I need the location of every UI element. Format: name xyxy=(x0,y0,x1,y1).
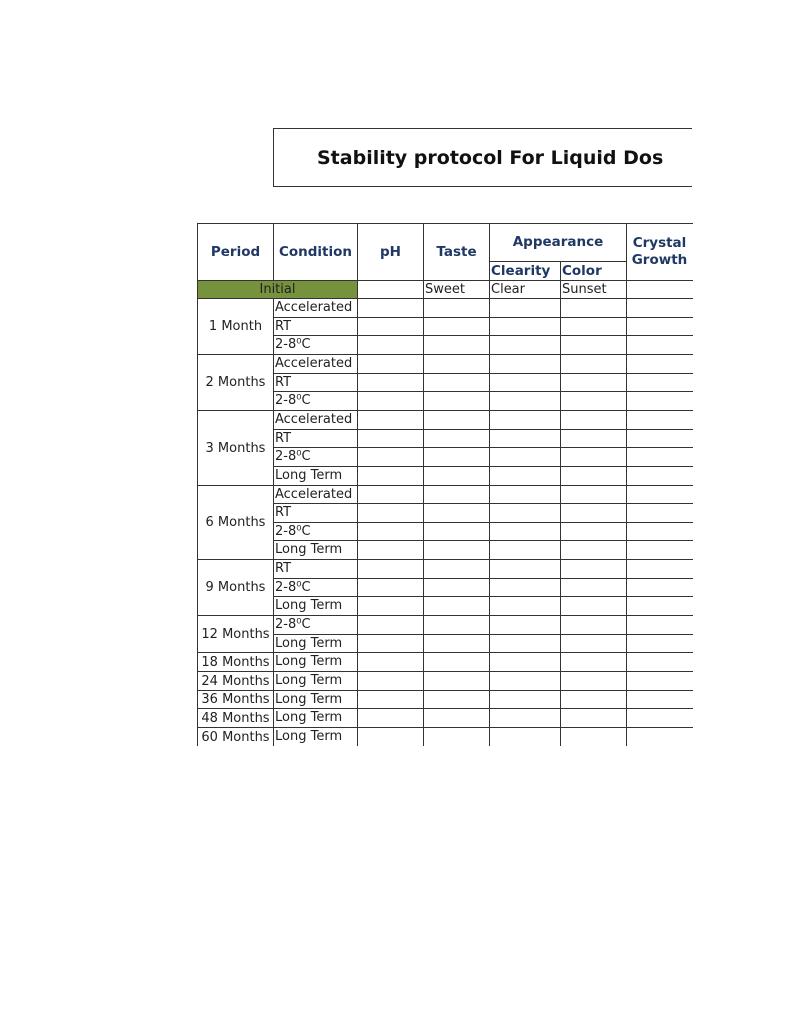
crystal-growth-cell xyxy=(627,672,693,691)
clarity-cell xyxy=(490,486,561,504)
ph-cell xyxy=(358,299,424,318)
clarity-cell xyxy=(490,709,561,728)
clarity-cell xyxy=(490,728,561,746)
initial-color: Sunset xyxy=(561,281,627,299)
condition-cell: 2-8⁰C xyxy=(274,392,358,411)
ph-cell xyxy=(358,411,424,430)
condition-cell: 2-8⁰C xyxy=(274,523,358,541)
color-cell xyxy=(561,579,627,597)
ph-cell xyxy=(358,728,424,746)
clarity-cell xyxy=(490,318,561,336)
crystal-growth-cell xyxy=(627,374,693,392)
taste-cell xyxy=(424,672,490,691)
period-cell: 9 Months xyxy=(198,560,274,616)
color-cell xyxy=(561,504,627,523)
clarity-cell xyxy=(490,448,561,467)
condition-cell: 2-8⁰C xyxy=(274,579,358,597)
taste-cell xyxy=(424,374,490,392)
taste-cell xyxy=(424,318,490,336)
crystal-growth-cell xyxy=(627,709,693,728)
taste-cell xyxy=(424,467,490,486)
color-cell xyxy=(561,411,627,430)
crystal-growth-cell xyxy=(627,486,693,504)
ph-cell xyxy=(358,560,424,579)
ph-cell xyxy=(358,336,424,355)
clarity-cell xyxy=(490,523,561,541)
taste-cell xyxy=(424,448,490,467)
ph-cell xyxy=(358,355,424,374)
color-cell xyxy=(561,318,627,336)
period-cell: 24 Months xyxy=(198,672,274,691)
crystal-growth-cell xyxy=(627,691,693,709)
header-clarity: Clearity xyxy=(490,262,561,281)
crystal-growth-cell xyxy=(627,430,693,448)
condition-cell: Long Term xyxy=(274,672,358,691)
crystal-growth-cell xyxy=(627,392,693,411)
color-cell xyxy=(561,467,627,486)
period-cell: 12 Months xyxy=(198,616,274,653)
condition-cell: Accelerated xyxy=(274,355,358,374)
color-cell xyxy=(561,653,627,672)
period-cell: 60 Months xyxy=(198,728,274,746)
clarity-cell xyxy=(490,653,561,672)
color-cell xyxy=(561,709,627,728)
crystal-growth-cell xyxy=(627,523,693,541)
header-condition: Condition xyxy=(274,224,358,281)
condition-cell: RT xyxy=(274,560,358,579)
period-cell: 48 Months xyxy=(198,709,274,728)
condition-cell: 2-8⁰C xyxy=(274,336,358,355)
color-cell xyxy=(561,672,627,691)
color-cell xyxy=(561,486,627,504)
clarity-cell xyxy=(490,691,561,709)
crystal-growth-cell xyxy=(627,541,693,560)
condition-cell: 2-8⁰C xyxy=(274,448,358,467)
ph-cell xyxy=(358,467,424,486)
taste-cell xyxy=(424,411,490,430)
clarity-cell xyxy=(490,299,561,318)
period-cell: 1 Month xyxy=(198,299,274,355)
taste-cell xyxy=(424,336,490,355)
taste-cell xyxy=(424,299,490,318)
header-taste: Taste xyxy=(424,224,490,281)
ph-cell xyxy=(358,672,424,691)
condition-cell: Long Term xyxy=(274,691,358,709)
clarity-cell xyxy=(490,374,561,392)
condition-cell: Long Term xyxy=(274,653,358,672)
taste-cell xyxy=(424,523,490,541)
clarity-cell xyxy=(490,411,561,430)
crystal-growth-cell xyxy=(627,299,693,318)
taste-cell xyxy=(424,392,490,411)
header-crystal-growth: Crystal Growth xyxy=(627,224,693,281)
color-cell xyxy=(561,597,627,616)
period-cell: 36 Months xyxy=(198,691,274,709)
taste-cell xyxy=(424,691,490,709)
condition-cell: Long Term xyxy=(274,635,358,653)
crystal-growth-cell xyxy=(627,560,693,579)
clarity-cell xyxy=(490,579,561,597)
ph-cell xyxy=(358,504,424,523)
clarity-cell xyxy=(490,560,561,579)
period-cell: 18 Months xyxy=(198,653,274,672)
clarity-cell xyxy=(490,336,561,355)
condition-cell: Accelerated xyxy=(274,299,358,318)
crystal-growth-cell xyxy=(627,616,693,635)
clarity-cell xyxy=(490,597,561,616)
condition-cell: RT xyxy=(274,504,358,523)
color-cell xyxy=(561,616,627,635)
clarity-cell xyxy=(490,635,561,653)
ph-cell xyxy=(358,616,424,635)
color-cell xyxy=(561,635,627,653)
color-cell xyxy=(561,560,627,579)
color-cell xyxy=(561,374,627,392)
color-cell xyxy=(561,523,627,541)
condition-cell: RT xyxy=(274,318,358,336)
condition-cell: Long Term xyxy=(274,597,358,616)
ph-cell xyxy=(358,392,424,411)
header-period: Period xyxy=(198,224,274,281)
clarity-cell xyxy=(490,616,561,635)
crystal-growth-cell xyxy=(627,635,693,653)
header-ph: pH xyxy=(358,224,424,281)
taste-cell xyxy=(424,430,490,448)
clarity-cell xyxy=(490,672,561,691)
initial-crystal-growth xyxy=(627,281,693,299)
ph-cell xyxy=(358,318,424,336)
taste-cell xyxy=(424,560,490,579)
clarity-cell xyxy=(490,504,561,523)
crystal-growth-cell xyxy=(627,318,693,336)
color-cell xyxy=(561,691,627,709)
ph-cell xyxy=(358,579,424,597)
taste-cell xyxy=(424,616,490,635)
period-cell: 6 Months xyxy=(198,486,274,560)
taste-cell xyxy=(424,579,490,597)
taste-cell xyxy=(424,355,490,374)
condition-cell: Long Term xyxy=(274,728,358,746)
crystal-growth-cell xyxy=(627,411,693,430)
ph-cell xyxy=(358,635,424,653)
condition-cell: Accelerated xyxy=(274,486,358,504)
clarity-cell xyxy=(490,541,561,560)
crystal-growth-cell xyxy=(627,467,693,486)
ph-cell xyxy=(358,597,424,616)
initial-clarity: Clear xyxy=(490,281,561,299)
condition-cell: RT xyxy=(274,430,358,448)
taste-cell xyxy=(424,635,490,653)
crystal-growth-cell xyxy=(627,504,693,523)
taste-cell xyxy=(424,541,490,560)
crystal-growth-cell xyxy=(627,448,693,467)
clarity-cell xyxy=(490,430,561,448)
color-cell xyxy=(561,299,627,318)
clarity-cell xyxy=(490,467,561,486)
ph-cell xyxy=(358,653,424,672)
initial-ph xyxy=(358,281,424,299)
color-cell xyxy=(561,448,627,467)
condition-cell: Accelerated xyxy=(274,411,358,430)
clarity-cell xyxy=(490,392,561,411)
color-cell xyxy=(561,728,627,746)
color-cell xyxy=(561,392,627,411)
ph-cell xyxy=(358,523,424,541)
condition-cell: RT xyxy=(274,374,358,392)
crystal-growth-cell xyxy=(627,653,693,672)
taste-cell xyxy=(424,653,490,672)
crystal-growth-cell xyxy=(627,336,693,355)
taste-cell xyxy=(424,728,490,746)
ph-cell xyxy=(358,691,424,709)
color-cell xyxy=(561,430,627,448)
crystal-growth-cell xyxy=(627,728,693,746)
crystal-growth-cell xyxy=(627,355,693,374)
stability-table xyxy=(197,223,693,746)
ph-cell xyxy=(358,486,424,504)
period-cell: 2 Months xyxy=(198,355,274,411)
ph-cell xyxy=(358,430,424,448)
initial-taste: Sweet xyxy=(424,281,490,299)
initial-label: Initial xyxy=(198,281,358,299)
color-cell xyxy=(561,355,627,374)
condition-cell: 2-8⁰C xyxy=(274,616,358,635)
condition-cell: Long Term xyxy=(274,709,358,728)
condition-cell: Long Term xyxy=(274,467,358,486)
document-title: Stability protocol For Liquid Dos xyxy=(317,147,664,169)
header-color: Color xyxy=(561,262,627,281)
period-cell: 3 Months xyxy=(198,411,274,486)
crystal-growth-cell xyxy=(627,579,693,597)
crystal-growth-cell xyxy=(627,597,693,616)
ph-cell xyxy=(358,541,424,560)
taste-cell xyxy=(424,504,490,523)
header-appearance: Appearance xyxy=(490,224,627,262)
condition-cell: Long Term xyxy=(274,541,358,560)
ph-cell xyxy=(358,374,424,392)
taste-cell xyxy=(424,709,490,728)
taste-cell xyxy=(424,597,490,616)
ph-cell xyxy=(358,448,424,467)
document-title-box xyxy=(273,128,692,187)
taste-cell xyxy=(424,486,490,504)
clarity-cell xyxy=(490,355,561,374)
color-cell xyxy=(561,336,627,355)
color-cell xyxy=(561,541,627,560)
ph-cell xyxy=(358,709,424,728)
